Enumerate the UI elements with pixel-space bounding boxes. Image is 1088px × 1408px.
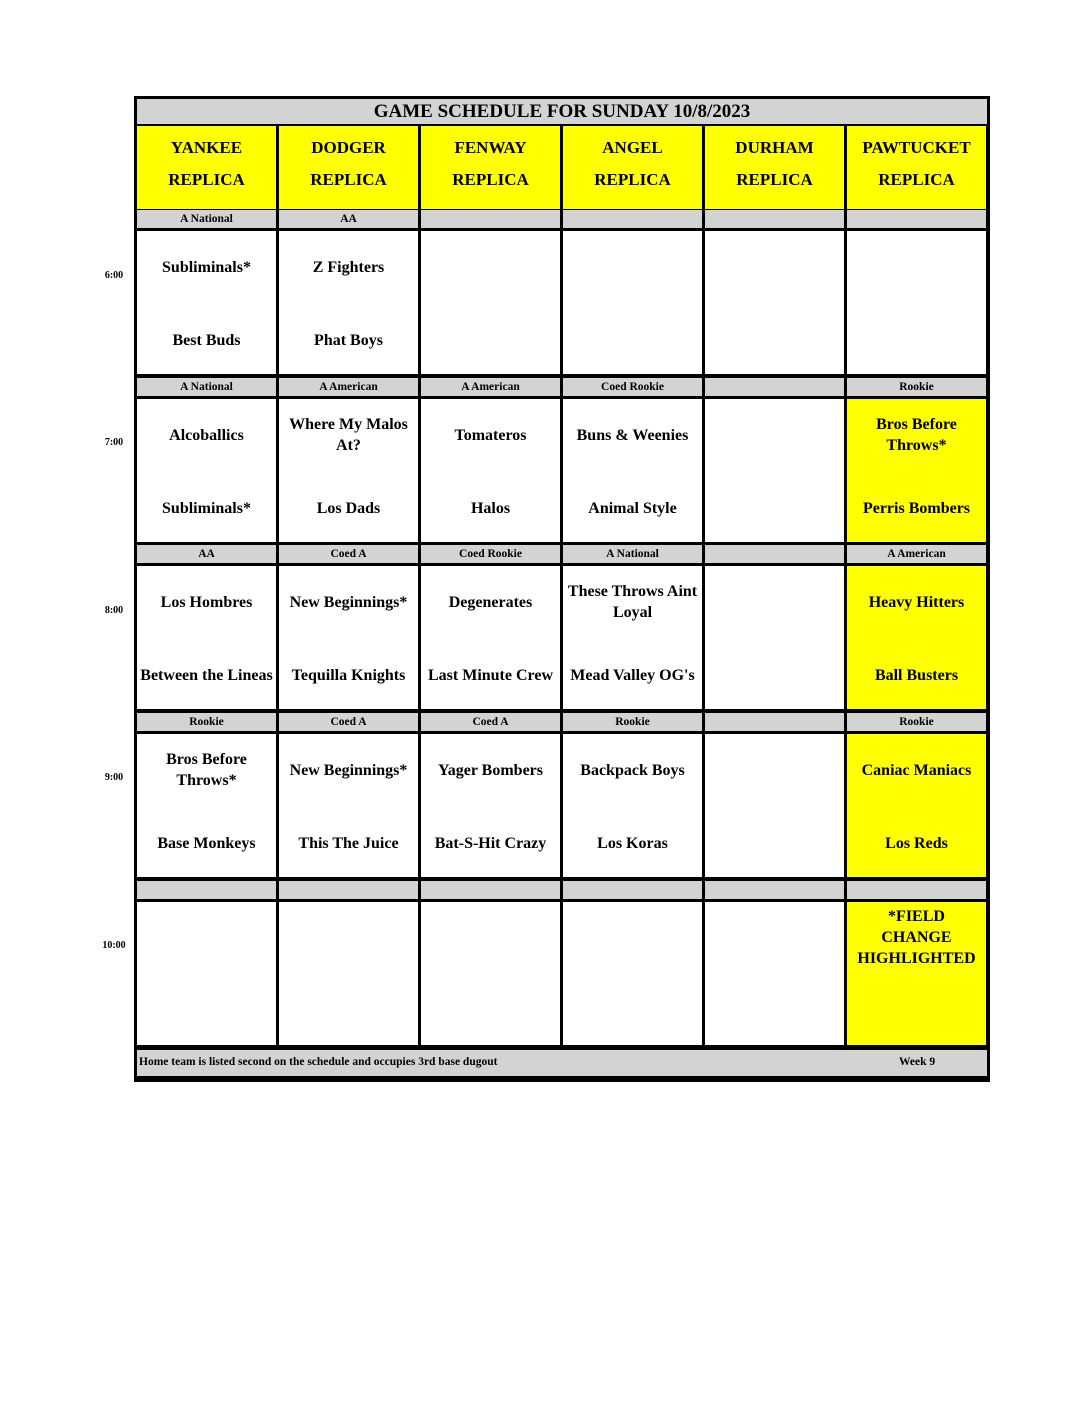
schedule-title: GAME SCHEDULE FOR SUNDAY 10/8/2023 bbox=[137, 99, 987, 124]
home-team bbox=[705, 989, 844, 1033]
division-label bbox=[421, 210, 560, 228]
home-team bbox=[705, 486, 844, 530]
game-cell bbox=[705, 399, 844, 542]
division-label: A National bbox=[137, 378, 276, 396]
division-label bbox=[705, 378, 844, 396]
field-subtitle: REPLICA bbox=[594, 170, 671, 189]
division-label bbox=[705, 881, 844, 899]
away-team: These Throws Aint Loyal bbox=[567, 583, 698, 621]
time-label: 8:00 bbox=[104, 605, 124, 616]
game-cell bbox=[137, 902, 276, 1045]
home-team: This The Juice bbox=[298, 834, 399, 852]
field-header-fenway bbox=[421, 126, 560, 209]
game-cell bbox=[847, 231, 986, 374]
field-header-yankee bbox=[137, 126, 276, 209]
footer bbox=[137, 1050, 987, 1076]
away-team bbox=[563, 245, 702, 289]
division-label: Coed A bbox=[279, 545, 418, 563]
footer-note: Home team is listed second on the schedule and occupies 3rd base dugout bbox=[139, 1056, 498, 1068]
away-team bbox=[705, 245, 844, 289]
away-team: Degenerates bbox=[448, 593, 533, 611]
game-cell bbox=[137, 566, 276, 709]
field-header-dodger bbox=[279, 126, 418, 209]
division-label: Coed Rookie bbox=[563, 378, 702, 396]
division-label bbox=[705, 713, 844, 731]
game-cell bbox=[847, 734, 986, 877]
home-team bbox=[563, 989, 702, 1033]
division-label: AA bbox=[137, 545, 276, 563]
schedule-table bbox=[134, 96, 990, 1082]
division-label bbox=[705, 545, 844, 563]
away-team: Caniac Maniacs bbox=[861, 761, 972, 779]
home-team: Base Monkeys bbox=[157, 834, 256, 852]
away-team bbox=[705, 580, 844, 624]
away-team: New Beginnings* bbox=[289, 593, 408, 611]
time-label: 6:00 bbox=[104, 270, 124, 281]
division-label bbox=[847, 881, 986, 899]
field-name: DURHAM bbox=[735, 138, 814, 157]
away-team: Alcoballics bbox=[169, 426, 244, 444]
division-label: AA bbox=[279, 210, 418, 228]
division-label bbox=[563, 881, 702, 899]
game-cell bbox=[705, 566, 844, 709]
game-cell bbox=[421, 399, 560, 542]
time-label: 7:00 bbox=[104, 437, 124, 448]
game-cell bbox=[279, 399, 418, 542]
division-label: A American bbox=[279, 378, 418, 396]
home-team: Los Reds bbox=[885, 834, 948, 852]
field-subtitle: REPLICA bbox=[878, 170, 955, 189]
away-team: Heavy Hitters bbox=[868, 593, 965, 611]
home-team: Los Dads bbox=[316, 499, 381, 517]
division-label bbox=[137, 881, 276, 899]
away-team bbox=[705, 413, 844, 457]
game-cell bbox=[563, 399, 702, 542]
away-team bbox=[705, 916, 844, 960]
away-team bbox=[279, 916, 418, 960]
division-label: Coed A bbox=[421, 713, 560, 731]
home-team: Halos bbox=[470, 499, 511, 517]
home-team bbox=[563, 318, 702, 362]
home-team bbox=[705, 653, 844, 697]
away-team bbox=[137, 916, 276, 960]
division-label bbox=[705, 210, 844, 228]
game-cell bbox=[137, 399, 276, 542]
home-team bbox=[705, 821, 844, 865]
division-label: A American bbox=[847, 545, 986, 563]
division-label bbox=[421, 881, 560, 899]
away-team bbox=[705, 748, 844, 792]
division-label: Rookie bbox=[137, 713, 276, 731]
game-cell bbox=[279, 231, 418, 374]
division-label: Coed A bbox=[279, 713, 418, 731]
home-team bbox=[705, 318, 844, 362]
home-team bbox=[279, 989, 418, 1033]
field-name: PAWTUCKET bbox=[862, 138, 971, 157]
field-header-angel bbox=[563, 126, 702, 209]
home-team bbox=[421, 318, 560, 362]
home-team: Ball Busters bbox=[874, 666, 959, 684]
time-label: 10:00 bbox=[102, 940, 126, 951]
field-subtitle: REPLICA bbox=[736, 170, 813, 189]
home-team: Phat Boys bbox=[314, 331, 383, 349]
game-cell bbox=[563, 231, 702, 374]
game-cell bbox=[279, 902, 418, 1045]
division-label bbox=[279, 881, 418, 899]
division-label: Rookie bbox=[563, 713, 702, 731]
game-cell bbox=[563, 902, 702, 1045]
game-cell bbox=[563, 566, 702, 709]
away-team: Yager Bombers bbox=[437, 761, 544, 779]
home-team: Perris Bombers bbox=[862, 499, 971, 517]
home-team: Tequilla Knights bbox=[291, 666, 406, 684]
field-name: YANKEE bbox=[170, 138, 243, 157]
division-label: Rookie bbox=[847, 378, 986, 396]
away-team bbox=[421, 916, 560, 960]
game-cell bbox=[137, 231, 276, 374]
home-team bbox=[847, 318, 986, 362]
home-team: Between the Lineas bbox=[140, 666, 273, 684]
away-team: Where My Malos At? bbox=[289, 416, 408, 454]
division-label: A American bbox=[421, 378, 560, 396]
game-cell bbox=[421, 734, 560, 877]
division-label: A National bbox=[137, 210, 276, 228]
away-team: Buns & Weenies bbox=[576, 426, 689, 444]
game-cell bbox=[705, 902, 844, 1045]
field-name: ANGEL bbox=[602, 138, 663, 157]
away-team: Z Fighters bbox=[312, 258, 385, 276]
field-subtitle: REPLICA bbox=[452, 170, 529, 189]
away-team: Tomateros bbox=[454, 426, 527, 444]
home-team: Los Koras bbox=[597, 834, 668, 852]
home-team: Mead Valley OG's bbox=[570, 666, 695, 684]
division-label: Rookie bbox=[847, 713, 986, 731]
division-label: Coed Rookie bbox=[421, 545, 560, 563]
field-name: DODGER bbox=[311, 138, 386, 157]
game-cell bbox=[421, 566, 560, 709]
away-team: New Beginnings* bbox=[289, 761, 408, 779]
game-cell bbox=[847, 902, 986, 1045]
away-team: Backpack Boys bbox=[580, 761, 685, 779]
home-team bbox=[421, 989, 560, 1033]
time-label: 9:00 bbox=[104, 772, 124, 783]
away-team: Bros Before Throws* bbox=[166, 751, 247, 789]
division-label bbox=[847, 210, 986, 228]
division-label: A National bbox=[563, 545, 702, 563]
home-team: Subliminals* bbox=[162, 499, 251, 517]
away-team bbox=[563, 916, 702, 960]
game-cell bbox=[847, 399, 986, 542]
home-team: Last Minute Crew bbox=[427, 666, 554, 684]
game-cell bbox=[705, 231, 844, 374]
game-cell bbox=[847, 566, 986, 709]
away-team: Los Hombres bbox=[160, 593, 253, 611]
game-cell bbox=[421, 902, 560, 1045]
game-cell bbox=[279, 734, 418, 877]
game-cell bbox=[563, 734, 702, 877]
week-label: Week 9 bbox=[899, 1056, 936, 1068]
home-team bbox=[137, 989, 276, 1033]
field-name: FENWAY bbox=[454, 138, 527, 157]
game-cell bbox=[705, 734, 844, 877]
away-team: Subliminals* bbox=[162, 258, 251, 276]
game-cell bbox=[421, 231, 560, 374]
away-team bbox=[421, 245, 560, 289]
division-label bbox=[563, 210, 702, 228]
field-subtitle: REPLICA bbox=[310, 170, 387, 189]
field-subtitle: REPLICA bbox=[168, 170, 245, 189]
home-team: Animal Style bbox=[588, 499, 677, 517]
away-team: Bros Before Throws* bbox=[876, 416, 957, 454]
field-change-note: *FIELD CHANGE HIGHLIGHTED bbox=[857, 908, 976, 967]
field-header-durham bbox=[705, 126, 844, 209]
home-team: Bat-S-Hit Crazy bbox=[434, 834, 547, 852]
game-cell bbox=[279, 566, 418, 709]
field-header-pawtucket bbox=[847, 126, 986, 209]
home-team: Best Buds bbox=[172, 331, 241, 349]
game-cell bbox=[137, 734, 276, 877]
away-team bbox=[847, 245, 986, 289]
